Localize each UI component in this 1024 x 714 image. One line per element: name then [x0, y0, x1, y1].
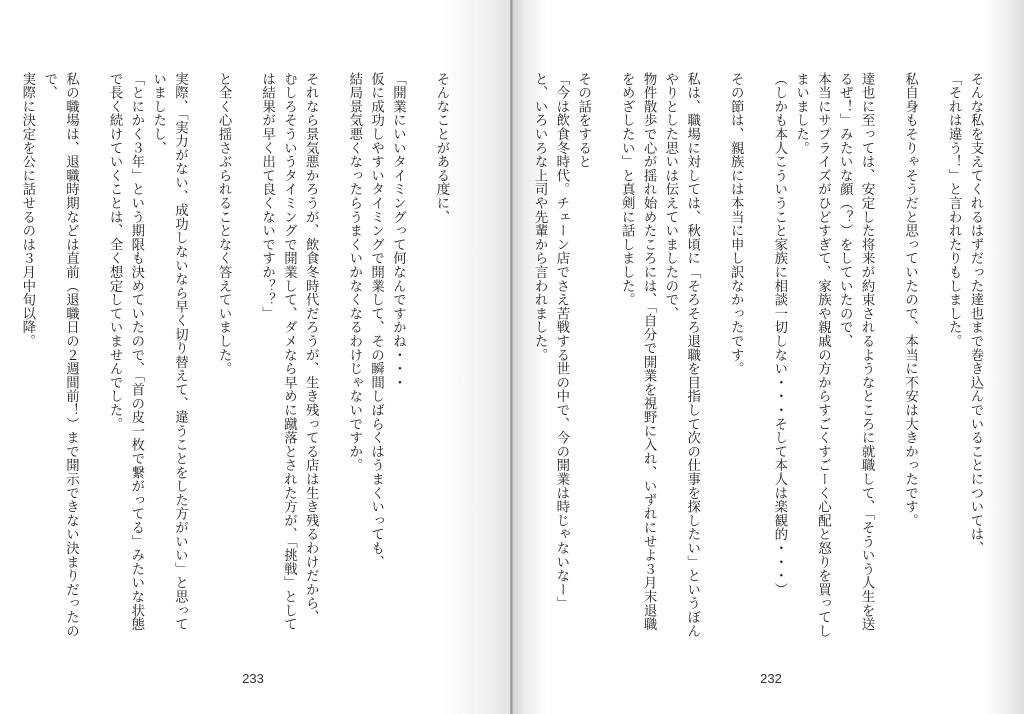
text-line: 私の職場は、退職時期などは直前（退職日の２週間前！）まで開示できない決まりだったの	[63, 72, 79, 638]
text-line: そんなことがある度に、	[434, 72, 449, 224]
text-line: まいました。	[793, 72, 809, 155]
text-line	[703, 72, 725, 672]
text-line: 私は、職場に対しては、秋頃に「そろそろ退職を目指して次の仕事を探したい」というぼん	[684, 72, 700, 638]
right-page	[512, 0, 1024, 714]
text-line: むしろそういうタイミングで開業して、ダメなら早めに蹴落とされた方が、「挑戦」として	[281, 72, 297, 632]
text-line: で、	[41, 72, 57, 100]
text-line: るぜ！」みたいな顔（？）をしていたので、	[837, 72, 853, 348]
text-line: と、いろいろな上司や先輩から言われました。	[532, 72, 548, 362]
text-line: 達也に至っては、安定した将来が約束されるようなところに就職して、「そういう人生を送	[859, 72, 875, 632]
text-line: 実際に決定を公に話せるのは３月中旬以降。	[19, 72, 35, 348]
text-line: と全く心揺さぶられることなく答えていました。	[216, 72, 232, 376]
text-line	[81, 72, 103, 672]
page-number: 233	[242, 671, 264, 686]
text-line	[877, 72, 899, 672]
text-line: 物件散歩で心が揺れ始めたころには、「自分で開業を視野に入れ、いずれにせよ３月末退職	[641, 72, 657, 632]
text-line: 私自身もそりゃそうだと思っていたので、本当に不安は大きかったです。	[902, 72, 918, 528]
page-number: 232	[760, 671, 782, 686]
text-line: 「とにかく３年」という期限も決めていたので、「首の皮一枚で繋がってる」みたいな状態	[128, 72, 144, 632]
text-line: その話をすると	[575, 72, 591, 169]
text-line	[746, 72, 768, 672]
text-line: 「開業にいいタイミングって何なんですかね・・・	[390, 72, 406, 390]
text-line: そんな私を支えてくれるはずだった達也まで巻き込んでいることについては、	[968, 72, 983, 555]
text-line	[921, 72, 943, 672]
text-line: 実際、「実力がない、成功しないなら早く切り替えて、違うことをした方がいい」と思って	[172, 72, 188, 632]
text-line: をめざしたい」と真剣に話しました。	[619, 72, 635, 307]
text-line	[234, 72, 256, 672]
text-line: いましたし、	[150, 72, 166, 155]
text-line: （しかも本人こういうこと家族に相談一切しない・・・そして本人は楽観的・・・）	[771, 72, 787, 597]
text-line: 本当にサプライズがひどすぎて、家族や親戚の方からすごくすごーく心配と怒りを買ってし	[815, 72, 831, 638]
left-page-text	[16, 72, 452, 672]
text-line: その節は、親族には本当に申し訳なかったです。	[728, 72, 744, 376]
text-line: それなら景気悪かろうが、飲食冬時代だろうが、生き残ってる店は生き残るわけだから、	[303, 72, 319, 624]
text-line: は結果が早く出て良くないですか？？」	[259, 72, 275, 321]
text-line: 「今は飲食冬時代。チェーン店でさえ苦戦する世の中で、今の開業は時じゃないなー」	[553, 72, 569, 611]
book-spine-divider	[510, 0, 513, 714]
text-line	[408, 72, 430, 672]
text-line: 結局景気悪くなったらうまくいかなくなるわけじゃないですか。	[346, 72, 362, 473]
right-page-text	[528, 72, 986, 672]
text-line	[321, 72, 343, 672]
text-line: で長く続けていくことは、全く想定していませんでした。	[107, 72, 123, 431]
text-line: 仮に成功しやすいタイミングで開業して、その瞬間しばらくはうまくいっても、	[368, 72, 384, 569]
text-line: 「それは違う！」と言われたりもしました。	[946, 72, 962, 348]
text-line	[190, 72, 212, 672]
text-line: やりとした思いは伝えていましたので、	[662, 72, 678, 321]
text-line	[594, 72, 616, 672]
